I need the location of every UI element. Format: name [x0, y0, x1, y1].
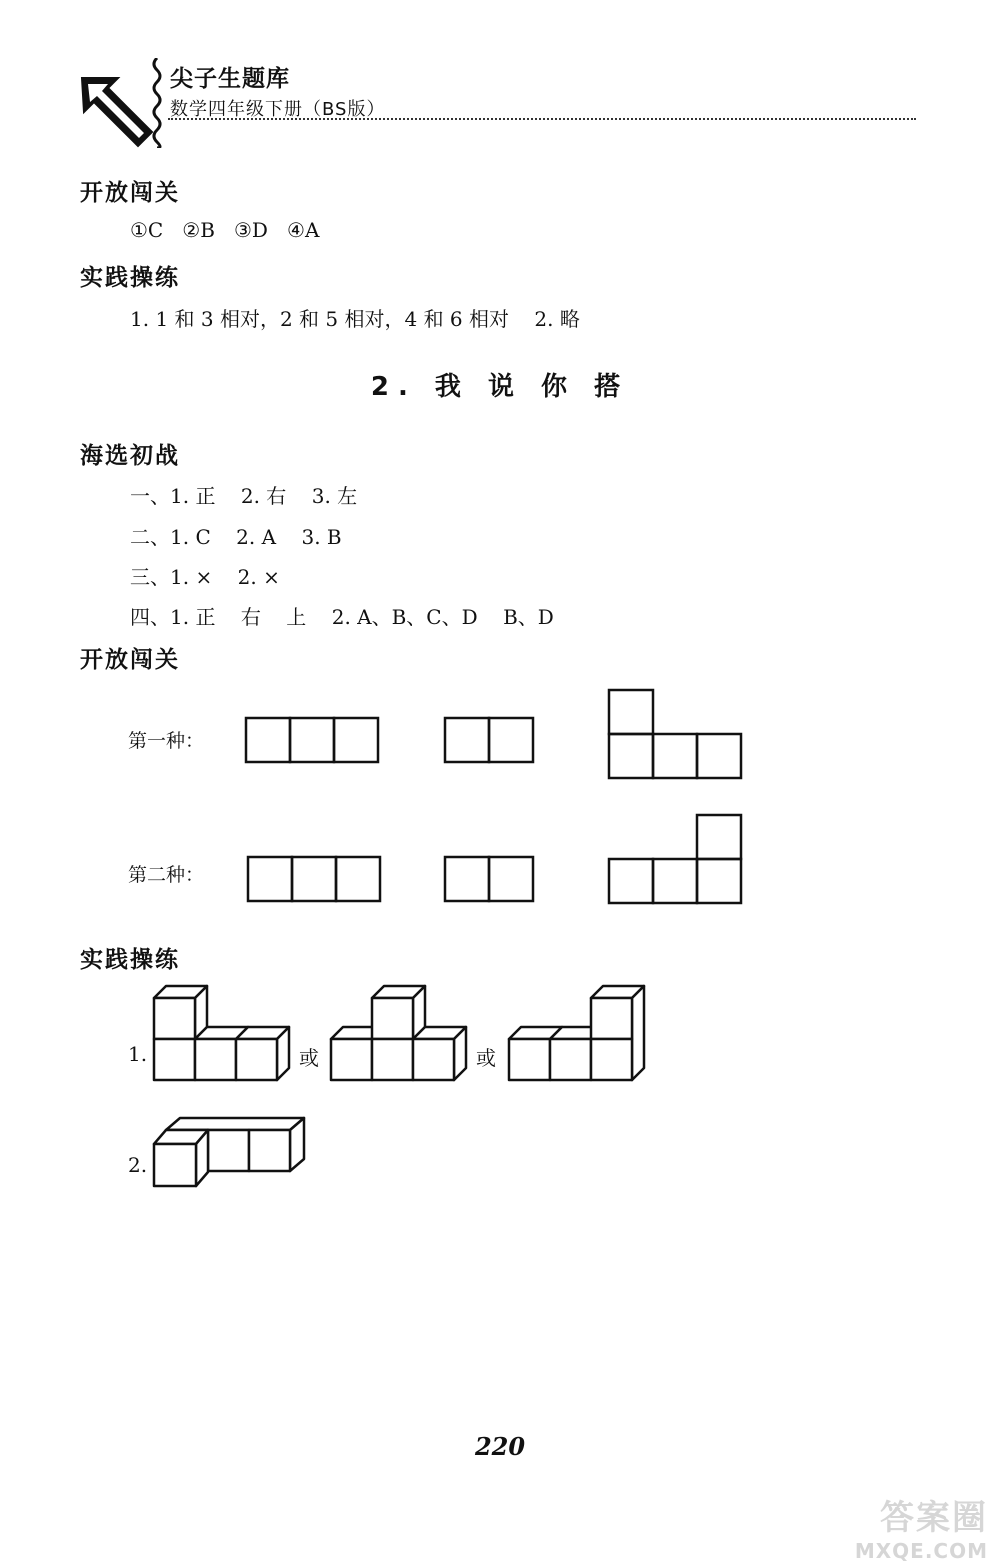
chapter-title: 2. 我 说 你 搭: [370, 372, 630, 402]
answer-line: ①C ②B ③D ④A: [130, 218, 320, 242]
or-label: 或: [476, 1046, 496, 1070]
or-label: 或: [299, 1046, 319, 1070]
section-heading-practice-2: 实践操练: [80, 947, 180, 973]
section-heading-open: 开放闯关: [80, 180, 180, 206]
answer-line: 二、1. C 2. A 3. B: [130, 525, 342, 549]
watermark-logo: 答案圈: [880, 1498, 988, 1538]
header-arrow-icon: [78, 72, 158, 152]
diagram-row-label: 第一种：: [128, 730, 205, 752]
answer-line: 四、1. 正 右 上 2. A、B、C、D B、D: [130, 605, 554, 629]
page-number: 220: [474, 1432, 526, 1461]
item-number: 1.: [128, 1042, 148, 1066]
header-dotted-rule: [168, 118, 916, 120]
section-heading-select: 海选初战: [80, 443, 180, 469]
answer-line: 三、1. × 2. ×: [130, 565, 280, 589]
watermark-url: MXQE.COM: [854, 1539, 988, 1563]
item-number: 2.: [128, 1153, 148, 1177]
square-views-diagram: [0, 680, 1000, 910]
book-subtitle: 数学四年级下册（BS版）: [170, 99, 386, 120]
header-wavy-divider: [150, 58, 164, 148]
section-heading-practice: 实践操练: [80, 265, 180, 291]
book-title: 尖子生题库: [170, 66, 290, 92]
answer-line: 1. 1 和 3 相对，2 和 5 相对，4 和 6 相对 2. 略: [130, 307, 580, 331]
watermark: [788, 1490, 988, 1563]
answer-line: 一、1. 正 2. 右 3. 左: [130, 484, 358, 508]
diagram-row-label: 第二种：: [128, 864, 205, 886]
cube-arrangement-diagram: [0, 980, 1000, 1200]
section-heading-open-2: 开放闯关: [80, 647, 180, 673]
